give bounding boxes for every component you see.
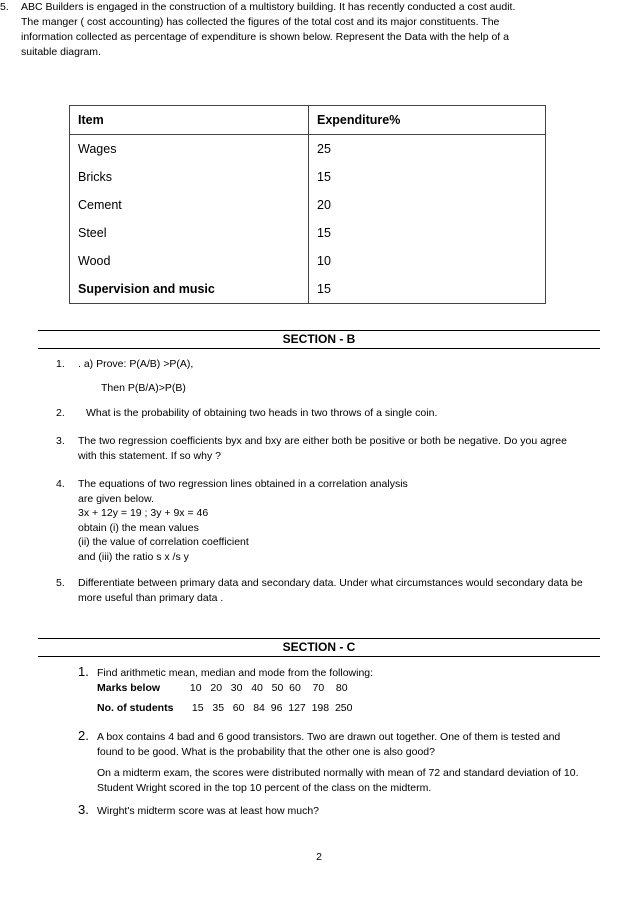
question-text: A box contains 4 bad and 6 good transistors. Two are drawn out together. One of them is tested and found to be good. What is the probability that the other one is also good? [97,731,561,758]
cell-value: 15 [309,219,546,247]
section-b-question-3 [56,434,596,463]
table-row [70,247,546,275]
cell-item: Bricks [70,163,309,191]
cell-item: Cement [70,191,309,219]
section-title: SECTION - B [282,332,356,346]
section-c-question-3 [78,804,598,819]
question-number: 1. [56,358,65,370]
question-text: Find arithmetic mean, median and mode from the following: Marks below 10 20 30 40 50 60 70 80 [97,667,374,694]
question-text: Differentiate between primary data and secondary data. Under what circumstances would secondary data be more useful than primary data . [78,577,583,604]
question-text: . a) Prove: P(A/B) >P(A), [78,358,194,370]
cell-value: 10 [309,247,546,275]
marks-values: 10 20 30 40 50 60 70 80 [189,681,348,694]
table-row [70,275,546,304]
cell-value: 15 [309,275,546,304]
students-label: No. of students [97,702,174,714]
question-number: 3. [78,802,89,817]
cell-item: Steel [70,219,309,247]
section-c-question-2 [78,730,598,759]
section-c-question-1 [78,666,598,695]
question-number: 3. [56,435,65,447]
question-5 [0,0,540,60]
table-row [70,135,546,164]
section-b-question-4 [56,477,596,564]
page-number: 2 [316,851,322,863]
cell-item: Wood [70,247,309,275]
question-number: 5. [0,1,9,13]
question-text: Wirght's midterm score was at least how much? [97,805,319,817]
cell-value: 15 [309,163,546,191]
question-number: 1. [78,664,89,679]
question-text: ABC Builders is engaged in the construction of a multistory building. It has recently conducted a cost audit. The manger ( cost accounting) has collected the figures of the total cost and its major constituents. The information collected as percentage of expenditure is shown below. Represent the Data with the help of a suitable diagram. [21,1,516,58]
question-number: 2. [78,728,89,743]
question-text: What is the probability of obtaining two heads in two throws of a single coin. [86,407,438,419]
section-b-question-1 [56,357,596,372]
section-b-question-1-line-2: Then P(B/A)>P(B) [101,382,186,394]
question-number: 4. [56,478,65,490]
cell-value: 25 [309,135,546,164]
section-title: SECTION - C [282,640,356,654]
cell-item: Wages [70,135,309,164]
section-b-question-2 [56,406,596,421]
question-text: On a midterm exam, the scores were distributed normally with mean of 72 and standard deviation of 10. Student Wright scored in the top 10 percent of the class on the midterm. [97,767,579,794]
cell-value: 20 [309,191,546,219]
section-b-question-5 [56,576,596,605]
header-item: Item [70,106,309,135]
section-c-header [38,638,600,657]
marks-label: Marks below [97,681,161,694]
section-b-header [38,330,600,349]
question-number: 5. [56,577,65,589]
question-number: 2. [56,407,65,419]
cell-item: Supervision and music [70,275,309,304]
marks-row [97,682,348,694]
section-c-students-row [78,701,598,716]
question-text: The equations of two regression lines obtained in a correlation analysis are given below. 3x + 12y = 19 ; 3y + 9x = 46 obtain (i) the mean values (ii) the value of correlation coefficient and (iii) the ratio s x /s y [78,478,408,563]
table-row [70,163,546,191]
students-values: 15 35 60 84 96 127 198 250 [191,702,353,714]
expenditure-table [69,105,546,304]
table-row [70,191,546,219]
table-header-row [70,106,546,135]
table-row [70,219,546,247]
question-text: The two regression coefficients byx and bxy are either both be positive or both be negative. Do you agree with this statement. If so why ? [78,435,567,462]
header-expenditure: Expenditure% [309,106,546,135]
section-c-question-2-extra [78,766,598,795]
